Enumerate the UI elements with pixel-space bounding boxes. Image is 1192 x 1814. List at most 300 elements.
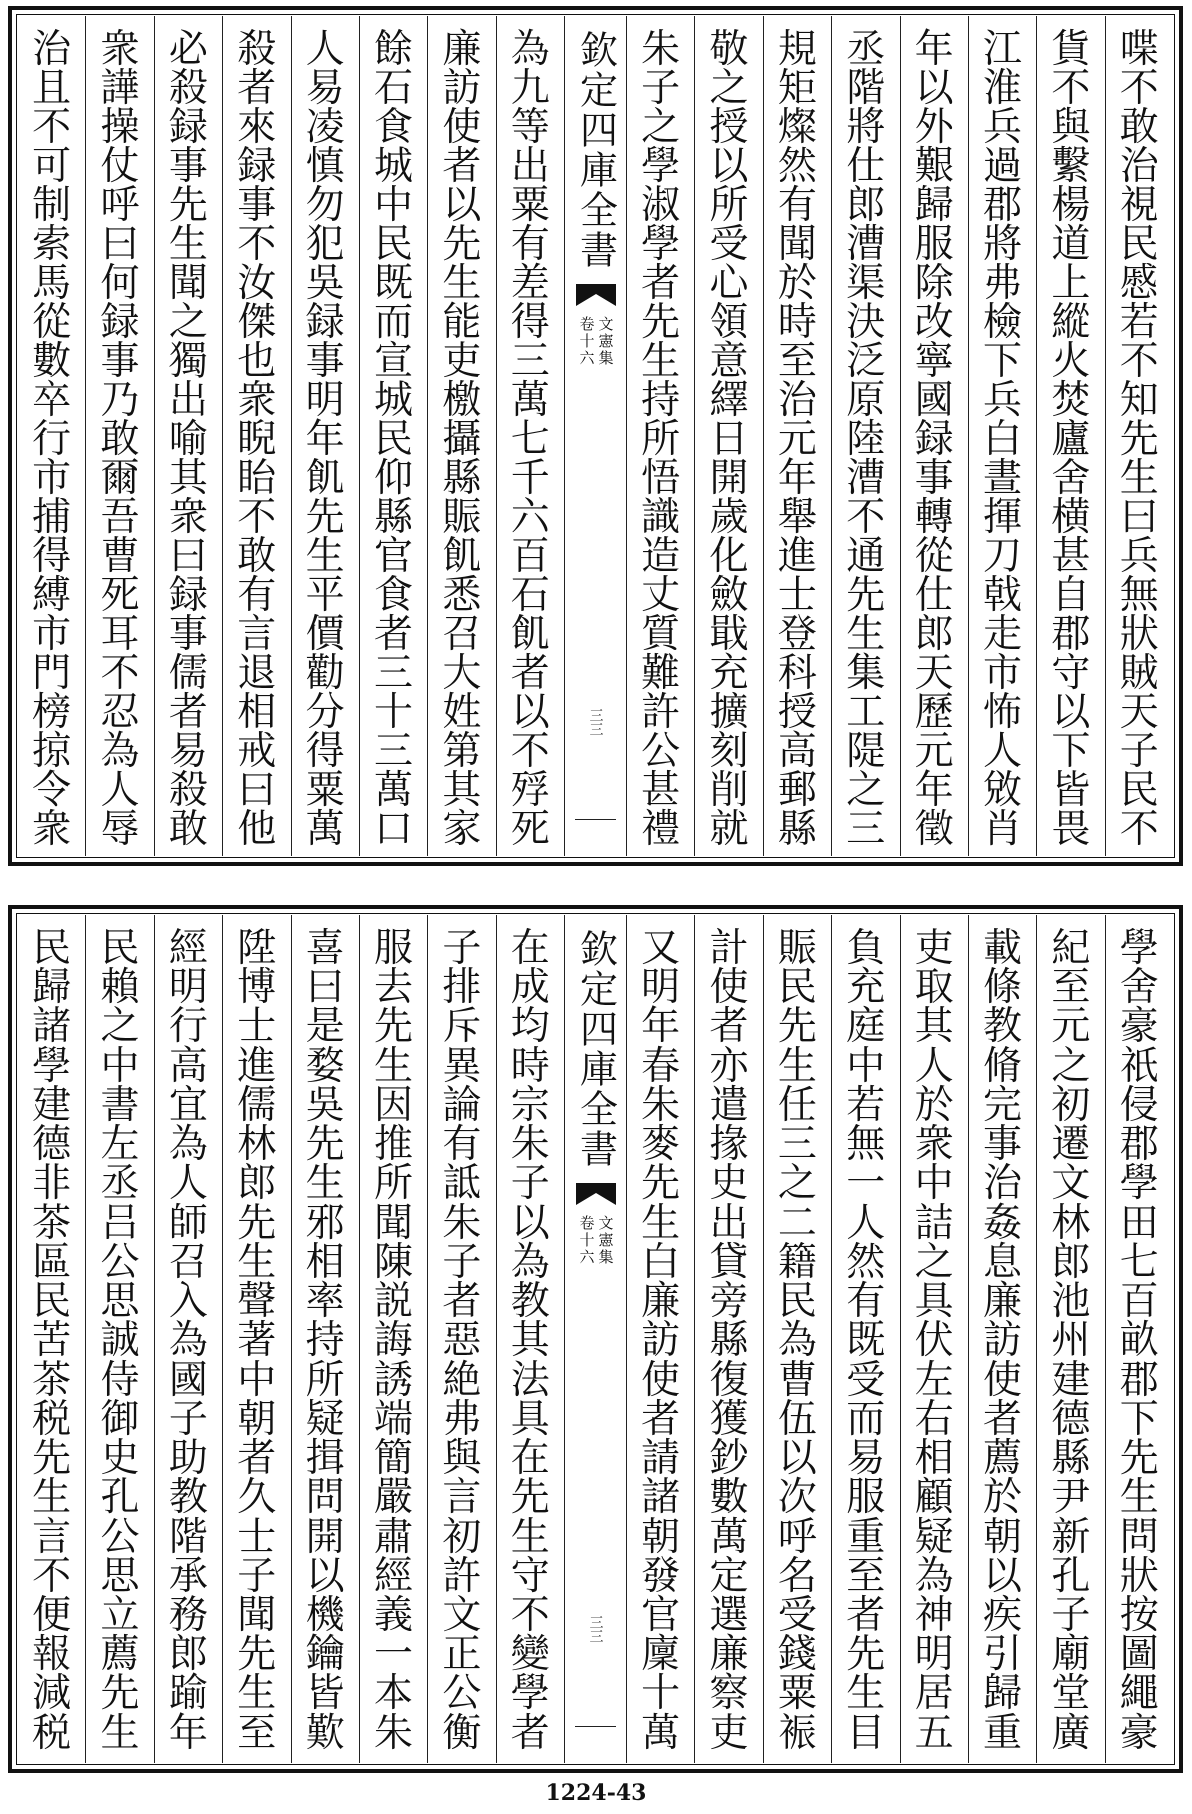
glyph: 侵 bbox=[1119, 1082, 1159, 1128]
glyph: 從 bbox=[32, 300, 72, 345]
glyph: 者 bbox=[641, 1396, 681, 1442]
glyph: 忍 bbox=[100, 690, 140, 735]
glyph: 鈔 bbox=[709, 1436, 749, 1482]
text-column bbox=[154, 915, 222, 1763]
glyph: 者 bbox=[641, 261, 681, 306]
glyph: 伏 bbox=[914, 1318, 954, 1364]
glyph: 池 bbox=[1051, 1279, 1091, 1325]
glyph: 怖 bbox=[983, 690, 1023, 735]
glyph: 具 bbox=[914, 1279, 954, 1325]
glyph: 白 bbox=[983, 417, 1023, 462]
glyph: 六 bbox=[510, 495, 550, 540]
page-number: 1224-43 bbox=[545, 1780, 647, 1806]
glyph: 諸 bbox=[641, 1475, 681, 1521]
glyph: 爾 bbox=[100, 456, 140, 501]
text-column bbox=[1036, 915, 1104, 1763]
glyph: 曹 bbox=[100, 534, 140, 579]
glyph: 完 bbox=[983, 1082, 1023, 1128]
glyph: 出 bbox=[709, 1200, 749, 1246]
glyph: 承 bbox=[168, 1553, 208, 1599]
glyph: 廟 bbox=[1051, 1632, 1091, 1678]
glyph: 皆 bbox=[305, 1671, 345, 1717]
glyph: 慼 bbox=[1119, 261, 1159, 306]
glyph: 所 bbox=[709, 183, 749, 228]
glyph: 原 bbox=[846, 378, 886, 423]
glyph: 家 bbox=[442, 807, 482, 852]
glyph: 縣 bbox=[777, 807, 817, 852]
glyph: 之 bbox=[1051, 1043, 1091, 1089]
glyph: 刻 bbox=[709, 729, 749, 774]
glyph: 中 bbox=[100, 1043, 140, 1089]
glyph: 事 bbox=[914, 456, 954, 501]
library-title: 欽定四庫全書 bbox=[573, 30, 618, 270]
glyph: 畝 bbox=[1119, 1318, 1159, 1364]
glyph: 繫 bbox=[1051, 144, 1091, 189]
glyph: 兵 bbox=[983, 378, 1023, 423]
glyph: 初 bbox=[442, 1514, 482, 1560]
glyph: 下 bbox=[983, 339, 1023, 384]
glyph: 紀 bbox=[1051, 926, 1091, 971]
glyph: 士 bbox=[237, 1004, 277, 1050]
glyph: 變 bbox=[510, 1632, 550, 1678]
glyph: 官 bbox=[374, 534, 414, 579]
glyph: 至 bbox=[846, 1553, 886, 1599]
glyph: 林 bbox=[237, 1122, 277, 1168]
glyph: 敬 bbox=[709, 27, 749, 72]
glyph: 仕 bbox=[846, 144, 886, 189]
glyph: 不 bbox=[1119, 339, 1159, 384]
glyph: 睨 bbox=[237, 417, 277, 462]
glyph: 載 bbox=[983, 926, 1023, 971]
glyph: 著 bbox=[237, 1318, 277, 1364]
glyph: 録 bbox=[168, 573, 208, 618]
glyph: 裖 bbox=[777, 1710, 817, 1756]
glyph: 子 bbox=[1119, 729, 1159, 774]
glyph: 聞 bbox=[168, 261, 208, 306]
glyph: 賑 bbox=[442, 495, 482, 540]
glyph: 在 bbox=[510, 1436, 550, 1482]
glyph: 誨 bbox=[374, 1318, 414, 1364]
text-column bbox=[85, 915, 153, 1763]
glyph: 公 bbox=[442, 1671, 482, 1717]
glyph: 吾 bbox=[100, 495, 140, 540]
glyph: 事 bbox=[100, 339, 140, 384]
glyph: 者 bbox=[510, 1710, 550, 1756]
glyph: 元 bbox=[777, 417, 817, 462]
glyph: 敢 bbox=[237, 534, 277, 579]
glyph: 刀 bbox=[983, 534, 1023, 579]
glyph: 三 bbox=[374, 729, 414, 774]
glyph: 豪 bbox=[1119, 1004, 1159, 1050]
glyph: 七 bbox=[510, 417, 550, 462]
glyph: 敢 bbox=[100, 417, 140, 462]
glyph: 便 bbox=[32, 1592, 72, 1638]
glyph: 事 bbox=[983, 1122, 1023, 1168]
glyph: 朝 bbox=[641, 1514, 681, 1560]
glyph: 生 bbox=[641, 339, 681, 384]
glyph: 排 bbox=[442, 965, 482, 1011]
glyph: 相 bbox=[237, 690, 277, 735]
glyph: 儒 bbox=[237, 1082, 277, 1128]
glyph: 掠 bbox=[32, 729, 72, 774]
glyph: 召 bbox=[442, 612, 482, 657]
glyph: 生 bbox=[442, 261, 482, 306]
glyph: 充 bbox=[846, 965, 886, 1011]
glyph: 均 bbox=[510, 1004, 550, 1050]
glyph: 郡 bbox=[1051, 612, 1091, 657]
glyph: 陞 bbox=[237, 926, 277, 971]
folio-number: 三三 bbox=[587, 708, 604, 736]
glyph: 圖 bbox=[1119, 1632, 1159, 1678]
glyph: 不 bbox=[237, 495, 277, 540]
glyph: 捕 bbox=[32, 495, 72, 540]
glyph: 人 bbox=[168, 1161, 208, 1207]
glyph: 使 bbox=[641, 1357, 681, 1403]
glyph: 郎 bbox=[168, 1632, 208, 1678]
glyph: 治 bbox=[983, 1161, 1023, 1207]
glyph: 去 bbox=[374, 965, 414, 1011]
glyph: 姦 bbox=[983, 1200, 1023, 1246]
glyph: 斥 bbox=[442, 1004, 482, 1050]
glyph: 元 bbox=[1051, 1004, 1091, 1050]
glyph: 食 bbox=[374, 105, 414, 150]
glyph: 衆 bbox=[914, 1122, 954, 1168]
glyph: 先 bbox=[237, 1200, 277, 1246]
glyph: 價 bbox=[305, 612, 345, 657]
glyph: 使 bbox=[442, 105, 482, 150]
glyph: 居 bbox=[914, 1671, 954, 1717]
glyph: 十 bbox=[641, 1671, 681, 1717]
glyph: 日 bbox=[709, 417, 749, 462]
glyph: 疾 bbox=[983, 1592, 1023, 1638]
glyph: 市 bbox=[983, 651, 1023, 696]
glyph: 諸 bbox=[32, 1004, 72, 1050]
text-column bbox=[763, 16, 831, 856]
glyph: 為 bbox=[510, 27, 550, 72]
glyph: 問 bbox=[305, 1475, 345, 1521]
glyph: 先 bbox=[1119, 417, 1159, 462]
glyph: 不 bbox=[237, 222, 277, 267]
glyph: 生 bbox=[1119, 456, 1159, 501]
glyph: 食 bbox=[374, 573, 414, 618]
glyph: 中 bbox=[846, 1043, 886, 1089]
glyph: 縣 bbox=[442, 456, 482, 501]
glyph: 邪 bbox=[305, 1200, 345, 1246]
glyph: 為 bbox=[510, 1239, 550, 1285]
glyph: 吳 bbox=[305, 261, 345, 306]
glyph: 士 bbox=[777, 573, 817, 618]
glyph: 悟 bbox=[641, 456, 681, 501]
glyph: 將 bbox=[846, 105, 886, 150]
glyph: 吕 bbox=[100, 1200, 140, 1246]
glyph: 子 bbox=[510, 1161, 550, 1207]
glyph: 異 bbox=[442, 1043, 482, 1089]
glyph: 二 bbox=[777, 1200, 817, 1246]
glyph: 横 bbox=[1051, 495, 1091, 540]
glyph: 明 bbox=[305, 378, 345, 423]
glyph: 相 bbox=[914, 1436, 954, 1482]
glyph: 朱 bbox=[510, 1122, 550, 1168]
glyph: 是 bbox=[305, 1004, 345, 1050]
text-column bbox=[831, 16, 899, 856]
glyph: 報 bbox=[32, 1632, 72, 1678]
glyph: 論 bbox=[442, 1082, 482, 1128]
glyph: 工 bbox=[846, 690, 886, 735]
glyph: 公 bbox=[100, 1514, 140, 1560]
text-column bbox=[694, 16, 762, 856]
glyph: 可 bbox=[32, 144, 72, 189]
text-column bbox=[291, 16, 359, 856]
glyph: 不 bbox=[32, 1553, 72, 1599]
glyph: 道 bbox=[1051, 222, 1091, 267]
glyph: 民 bbox=[374, 417, 414, 462]
glyph: 發 bbox=[641, 1553, 681, 1599]
glyph: 朱 bbox=[641, 27, 681, 72]
glyph: 茶 bbox=[32, 1357, 72, 1403]
glyph: 者 bbox=[983, 1396, 1023, 1442]
glyph: 教 bbox=[168, 1475, 208, 1521]
glyph: 伍 bbox=[777, 1396, 817, 1442]
glyph: 有 bbox=[237, 573, 277, 618]
text-column bbox=[427, 16, 495, 856]
glyph: 至 bbox=[1051, 965, 1091, 1011]
glyph: 文 bbox=[442, 1592, 482, 1638]
glyph: 曰 bbox=[100, 222, 140, 267]
glyph: 許 bbox=[641, 690, 681, 735]
glyph: 子 bbox=[442, 1239, 482, 1285]
glyph: 規 bbox=[777, 27, 817, 72]
glyph: 仕 bbox=[914, 573, 954, 618]
text-column bbox=[496, 16, 564, 856]
glyph: 按 bbox=[1119, 1592, 1159, 1638]
glyph: 堂 bbox=[1051, 1671, 1091, 1717]
glyph: 左 bbox=[100, 1122, 140, 1168]
glyph: 至 bbox=[237, 1710, 277, 1756]
glyph: 為 bbox=[914, 1553, 954, 1599]
glyph: 先 bbox=[100, 1671, 140, 1717]
glyph: 學 bbox=[32, 1043, 72, 1089]
glyph: 郎 bbox=[846, 183, 886, 228]
text-column bbox=[359, 16, 427, 856]
glyph: 衆 bbox=[237, 378, 277, 423]
text-column bbox=[154, 16, 222, 856]
glyph: 子 bbox=[1051, 1592, 1091, 1638]
glyph: 以 bbox=[1051, 690, 1091, 735]
glyph: 受 bbox=[709, 222, 749, 267]
glyph: 右 bbox=[914, 1396, 954, 1442]
library-title: 欽定四庫全書 bbox=[573, 929, 618, 1169]
glyph: 門 bbox=[32, 651, 72, 696]
glyph: 先 bbox=[1119, 1436, 1159, 1482]
spine-rule bbox=[575, 819, 616, 820]
glyph: 德 bbox=[32, 1122, 72, 1168]
glyph: 餘 bbox=[374, 27, 414, 72]
glyph: 繹 bbox=[709, 378, 749, 423]
glyph: 喜 bbox=[305, 926, 345, 971]
glyph: 意 bbox=[709, 339, 749, 384]
glyph: 所 bbox=[641, 417, 681, 462]
glyph: 削 bbox=[709, 768, 749, 813]
glyph: 學 bbox=[1119, 1161, 1159, 1207]
glyph: 生 bbox=[305, 1161, 345, 1207]
glyph: 者 bbox=[237, 66, 277, 111]
glyph: 火 bbox=[1051, 339, 1091, 384]
glyph: 姓 bbox=[442, 690, 482, 735]
glyph: 索 bbox=[32, 222, 72, 267]
glyph: 外 bbox=[914, 105, 954, 150]
glyph: 生 bbox=[510, 1514, 550, 1560]
glyph: 御 bbox=[100, 1396, 140, 1442]
glyph: 行 bbox=[32, 417, 72, 462]
glyph: 領 bbox=[709, 300, 749, 345]
glyph: 廣 bbox=[1051, 1710, 1091, 1756]
glyph: 出 bbox=[510, 144, 550, 189]
glyph: 民 bbox=[100, 926, 140, 971]
glyph: 受 bbox=[846, 1357, 886, 1403]
glyph: 心 bbox=[709, 261, 749, 306]
glyph: 石 bbox=[510, 573, 550, 618]
glyph: 生 bbox=[305, 534, 345, 579]
glyph: 薦 bbox=[983, 1436, 1023, 1482]
glyph: 人 bbox=[846, 1200, 886, 1246]
glyph: 務 bbox=[168, 1592, 208, 1638]
fishtail-mark-icon bbox=[576, 284, 616, 306]
glyph: 一 bbox=[374, 1632, 414, 1678]
glyph: 譁 bbox=[100, 66, 140, 111]
glyph: 市 bbox=[32, 456, 72, 501]
glyph: 守 bbox=[1051, 651, 1091, 696]
glyph: 數 bbox=[32, 339, 72, 384]
glyph: 生 bbox=[374, 1043, 414, 1089]
glyph: 初 bbox=[1051, 1082, 1091, 1128]
glyph: 宣 bbox=[374, 339, 414, 384]
glyph: 鑰 bbox=[305, 1632, 345, 1678]
glyph: 孔 bbox=[1051, 1553, 1091, 1599]
glyph: 錢 bbox=[777, 1632, 817, 1678]
glyph: 舍 bbox=[1051, 456, 1091, 501]
glyph: 先 bbox=[510, 1475, 550, 1521]
glyph: 受 bbox=[777, 1592, 817, 1638]
glyph: 丞 bbox=[100, 1161, 140, 1207]
text-column bbox=[18, 16, 85, 856]
glyph: 城 bbox=[374, 144, 414, 189]
glyph: 守 bbox=[510, 1553, 550, 1599]
glyph: 仰 bbox=[374, 456, 414, 501]
glyph: 詰 bbox=[914, 1200, 954, 1246]
glyph: 本 bbox=[374, 1671, 414, 1717]
glyph: 以 bbox=[305, 1553, 345, 1599]
glyph: 歸 bbox=[983, 1671, 1023, 1717]
glyph: 能 bbox=[442, 300, 482, 345]
glyph: 嚴 bbox=[374, 1475, 414, 1521]
glyph: 其 bbox=[168, 456, 208, 501]
glyph: 先 bbox=[846, 573, 886, 618]
glyph: 掾 bbox=[709, 1122, 749, 1168]
glyph: 歎 bbox=[305, 1710, 345, 1756]
glyph: 學 bbox=[510, 1671, 550, 1717]
glyph: 而 bbox=[374, 300, 414, 345]
glyph: 之 bbox=[100, 1004, 140, 1050]
glyph: 改 bbox=[914, 300, 954, 345]
glyph: 民 bbox=[32, 926, 72, 971]
glyph: 録 bbox=[100, 300, 140, 345]
glyph: 汝 bbox=[237, 261, 277, 306]
glyph: 生 bbox=[641, 1200, 681, 1246]
glyph: 税 bbox=[32, 1710, 72, 1756]
glyph: 階 bbox=[168, 1514, 208, 1560]
glyph: 萬 bbox=[641, 1710, 681, 1756]
glyph: 開 bbox=[709, 456, 749, 501]
glyph: 先 bbox=[305, 1122, 345, 1168]
glyph: 下 bbox=[1051, 729, 1091, 774]
glyph: 名 bbox=[777, 1553, 817, 1599]
glyph: 三 bbox=[846, 807, 886, 852]
glyph: 寧 bbox=[914, 339, 954, 384]
glyph: 萬 bbox=[374, 768, 414, 813]
glyph: 十 bbox=[374, 690, 414, 735]
glyph: 焚 bbox=[1051, 378, 1091, 423]
glyph: 以 bbox=[983, 1553, 1023, 1599]
glyph: 子 bbox=[641, 66, 681, 111]
glyph: 先 bbox=[641, 1161, 681, 1207]
glyph: 者 bbox=[510, 651, 550, 696]
glyph: 為 bbox=[100, 729, 140, 774]
glyph: 問 bbox=[1119, 1514, 1159, 1560]
glyph: 有 bbox=[846, 1279, 886, 1325]
glyph: 攝 bbox=[442, 417, 482, 462]
glyph: 茶 bbox=[32, 1200, 72, 1246]
glyph: 與 bbox=[1051, 105, 1091, 150]
text-column bbox=[496, 915, 564, 1763]
glyph: 口 bbox=[374, 807, 414, 852]
glyph: 有 bbox=[510, 222, 550, 267]
glyph: 貨 bbox=[1051, 27, 1091, 72]
glyph: 為 bbox=[168, 1318, 208, 1364]
glyph: 三 bbox=[777, 1122, 817, 1168]
glyph: 朝 bbox=[237, 1396, 277, 1442]
glyph: 敓 bbox=[983, 768, 1023, 813]
glyph: 既 bbox=[374, 261, 414, 306]
glyph: 年 bbox=[305, 417, 345, 462]
glyph: 肅 bbox=[374, 1514, 414, 1560]
glyph: 之 bbox=[709, 66, 749, 111]
glyph: 服 bbox=[374, 926, 414, 971]
text-column bbox=[831, 915, 899, 1763]
glyph: 敢 bbox=[1119, 105, 1159, 150]
glyph: 籍 bbox=[777, 1239, 817, 1285]
glyph: 又 bbox=[641, 926, 681, 971]
glyph: 禮 bbox=[641, 807, 681, 852]
glyph: 以 bbox=[442, 183, 482, 228]
glyph: 教 bbox=[510, 1279, 550, 1325]
glyph: 進 bbox=[237, 1043, 277, 1089]
glyph: 年 bbox=[914, 27, 954, 72]
text-column bbox=[763, 915, 831, 1763]
glyph: 簡 bbox=[374, 1436, 414, 1482]
glyph: 先 bbox=[32, 1436, 72, 1482]
glyph: 朱 bbox=[641, 1082, 681, 1128]
glyph: 不 bbox=[510, 729, 550, 774]
glyph: 者 bbox=[709, 1004, 749, 1050]
glyph: 召 bbox=[168, 1239, 208, 1285]
glyph: 除 bbox=[914, 261, 954, 306]
glyph: 服 bbox=[914, 222, 954, 267]
glyph: 過 bbox=[983, 144, 1023, 189]
glyph: 先 bbox=[305, 495, 345, 540]
glyph: 通 bbox=[846, 534, 886, 579]
glyph: 生 bbox=[168, 222, 208, 267]
glyph: 繩 bbox=[1119, 1671, 1159, 1717]
